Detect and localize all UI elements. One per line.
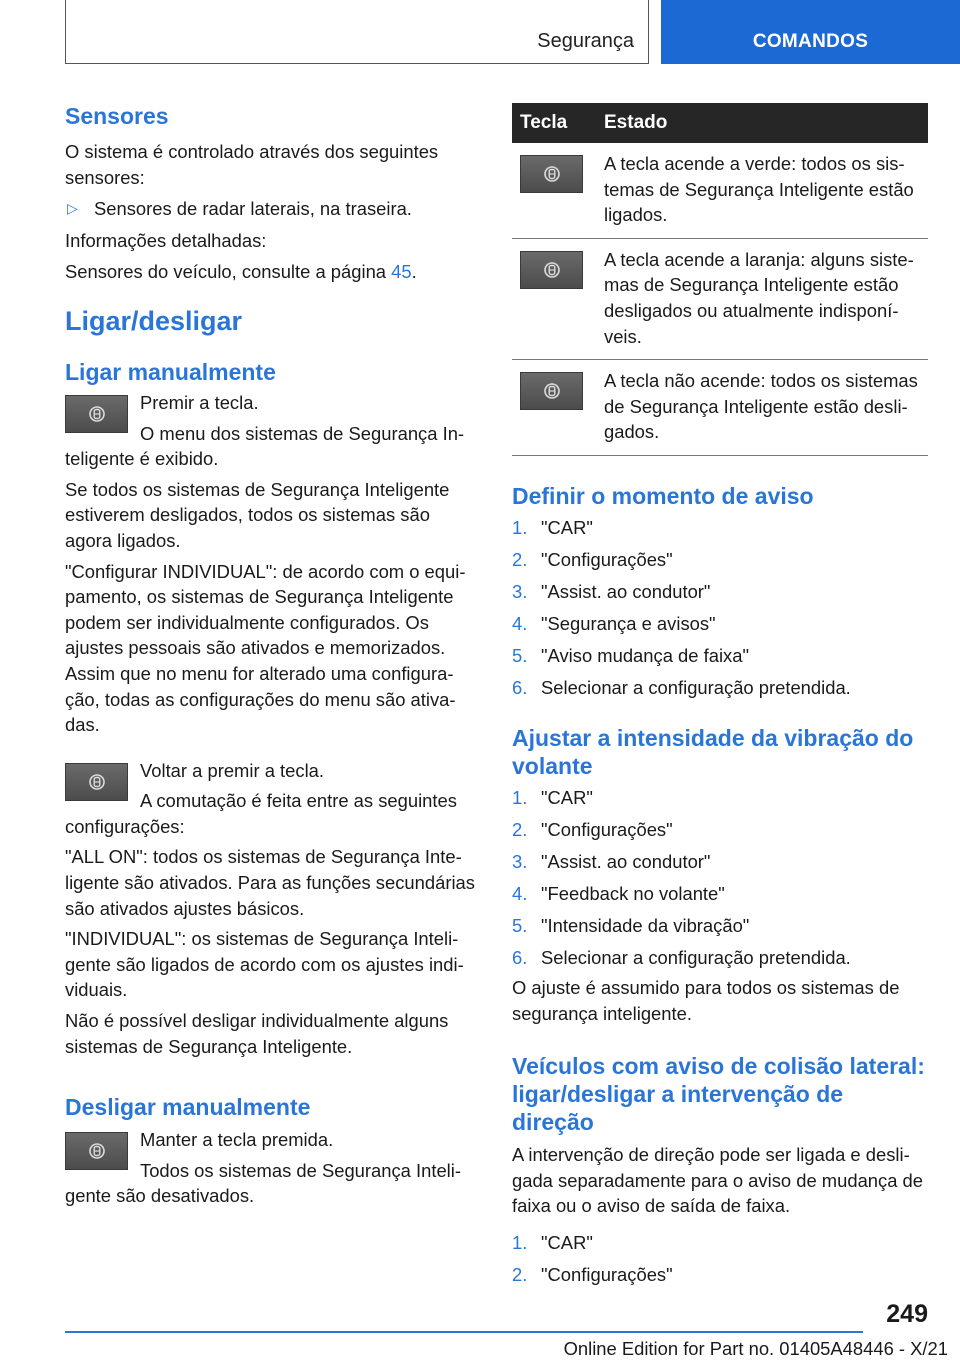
table-cell-state: A tecla acende a laranja: alguns sistemas de Segurança Inteligente estão desligados ou atualmente indisponíveis. (596, 238, 928, 359)
table-cell-key (512, 143, 596, 238)
triangle-right-icon: ▷ (67, 200, 78, 217)
list-item: 1. "CAR" (512, 1231, 593, 1253)
list-item: 5. "Aviso mudança de faixa" (512, 644, 749, 666)
table-header-row (512, 103, 928, 143)
manual-on-paragraph-3: "Configurar INDIVIDUAL": de acordo com o equipamento, os sistemas de Segurança Inteligente podem ser individualmente configurados. Os ajustes pessoais são ativados e memorizados. Assim que no menu for alterado uma configuração, todas as configurações do menu são ativadas. (65, 560, 466, 736)
table-cell-state: A tecla acende a verde: todos os sistemas de Segurança Inteligente estão ligados. (596, 143, 928, 238)
vibracao-steps (512, 782, 928, 974)
ligar-desligar-heading: Ligar/desligar (65, 305, 243, 336)
manual-on-paragraph-2: Se todos os sistemas de Segurança Inteligente estiverem desligados, todos os sistemas são agora ligados. (65, 478, 450, 551)
manual-on-step-text: Premir a tecla. (140, 391, 259, 413)
safety-key-icon (65, 395, 128, 433)
colisao-heading: Veículos com aviso de colisão lateral: ligar/desligar a intervenção de direção (512, 1053, 925, 1136)
again-paragraph-2: "ALL ON": todos os sistemas de Segurança Inteligente são ativados. Para as funções secundárias são ativados ajustes básicos. (65, 846, 475, 919)
vibracao-heading: Ajustar a intensidade da vibração do volante (512, 724, 914, 779)
sensores-bullet-text: Sensores de radar laterais, na traseira. (94, 198, 412, 220)
table-cell-state: A tecla não acende: todos os sistemas de Segurança Inteligente estão desligados. (596, 360, 928, 456)
left-column (65, 100, 480, 1209)
again-step (65, 758, 480, 840)
safety-key-icon (65, 763, 128, 801)
page-link-45[interactable]: 45 (391, 261, 412, 283)
vibracao-note: O ajuste é assumido para todos os sistemas de segurança inteligente. (512, 976, 900, 1024)
list-item: 3. "Assist. ao condutor" (512, 850, 711, 872)
header-chapter-title: COMANDOS (752, 31, 869, 52)
list-item: 4. "Feedback no volante" (512, 882, 725, 904)
key-state-table (512, 103, 928, 456)
table-row (512, 143, 928, 238)
safety-key-icon (65, 1132, 128, 1170)
colisao-text: A intervenção de direção pode ser ligada e desligada separadamente para o aviso de mudança de faixa ou o aviso de saída de faixa. (512, 1144, 924, 1217)
table-row (512, 238, 928, 359)
ligar-manual-heading: Ligar manualmente (65, 358, 276, 385)
table-cell-key (512, 360, 596, 456)
sensores-bullet (65, 196, 480, 222)
list-item: 3. "Assist. ao condutor" (512, 580, 711, 602)
manual-off-paragraph: Todos os sistemas de Segurança Inteligente são desativados. (65, 1159, 461, 1207)
page-number: 249 (886, 1300, 928, 1328)
safety-key-icon (520, 155, 583, 193)
header-section-title: Segurança (537, 30, 634, 52)
list-item: 5. "Intensidade da vibração" (512, 914, 750, 936)
sensores-text: O sistema é controlado através dos seguintes sensores: (65, 141, 439, 188)
manual-off-step-text: Manter a tecla premida. (140, 1129, 334, 1151)
footer-edition: Online Edition for Part no. 01405A48446 - X/21 (563, 1338, 948, 1359)
list-item: 2. "Configurações" (512, 548, 673, 570)
safety-key-icon (520, 251, 583, 289)
aviso-heading: Definir o momento de aviso (512, 482, 814, 509)
aviso-steps (512, 512, 928, 704)
colisao-steps (512, 1227, 928, 1291)
table-cell-key (512, 238, 596, 359)
list-item: 6. Selecionar a configuração pretendida. (512, 946, 851, 968)
sensores-heading: Sensores (65, 103, 169, 129)
list-item: 1. "CAR" (512, 786, 593, 808)
right-column (512, 103, 928, 1291)
list-item: 6. Selecionar a configuração pretendida. (512, 676, 851, 698)
header-chapter-tab (661, 0, 960, 64)
footer-divider (65, 1331, 863, 1333)
table-header-state: Estado (596, 103, 928, 143)
list-item: 2. "Configurações" (512, 818, 673, 840)
again-paragraph-3: "INDIVIDUAL": os sistemas de Segurança Inteligente são ligados de acordo com os ajustes individuais. (65, 928, 464, 1001)
manual-on-menu-text: O menu dos sistemas de Segurança Inteligente é exibido. (65, 422, 465, 470)
info-reference (65, 259, 480, 285)
list-item: 4. "Segurança e avisos" (512, 612, 716, 634)
safety-key-icon (520, 372, 583, 410)
table-header-key: Tecla (512, 103, 596, 143)
again-paragraph-1: A comutação é feita entre as seguintes configurações: (65, 790, 457, 837)
manual-on-step (65, 390, 480, 472)
table-row (512, 360, 928, 456)
list-item: 1. "CAR" (512, 516, 593, 538)
list-item: 2. "Configurações" (512, 1263, 673, 1285)
desligar-manual-heading: Desligar manualmente (65, 1094, 311, 1121)
again-step-text: Voltar a premir a tecla. (140, 759, 324, 781)
info-reference-end: . (411, 261, 417, 283)
again-paragraph-4: Não é possível desligar individualmente alguns sistemas de Segurança Inteligente. (65, 1010, 449, 1057)
info-label: Informações detalhadas: (65, 229, 267, 251)
info-reference-text: Sensores do veículo, consulte a página (65, 261, 392, 283)
manual-off-step (65, 1127, 480, 1209)
header-section-tab (65, 0, 649, 64)
